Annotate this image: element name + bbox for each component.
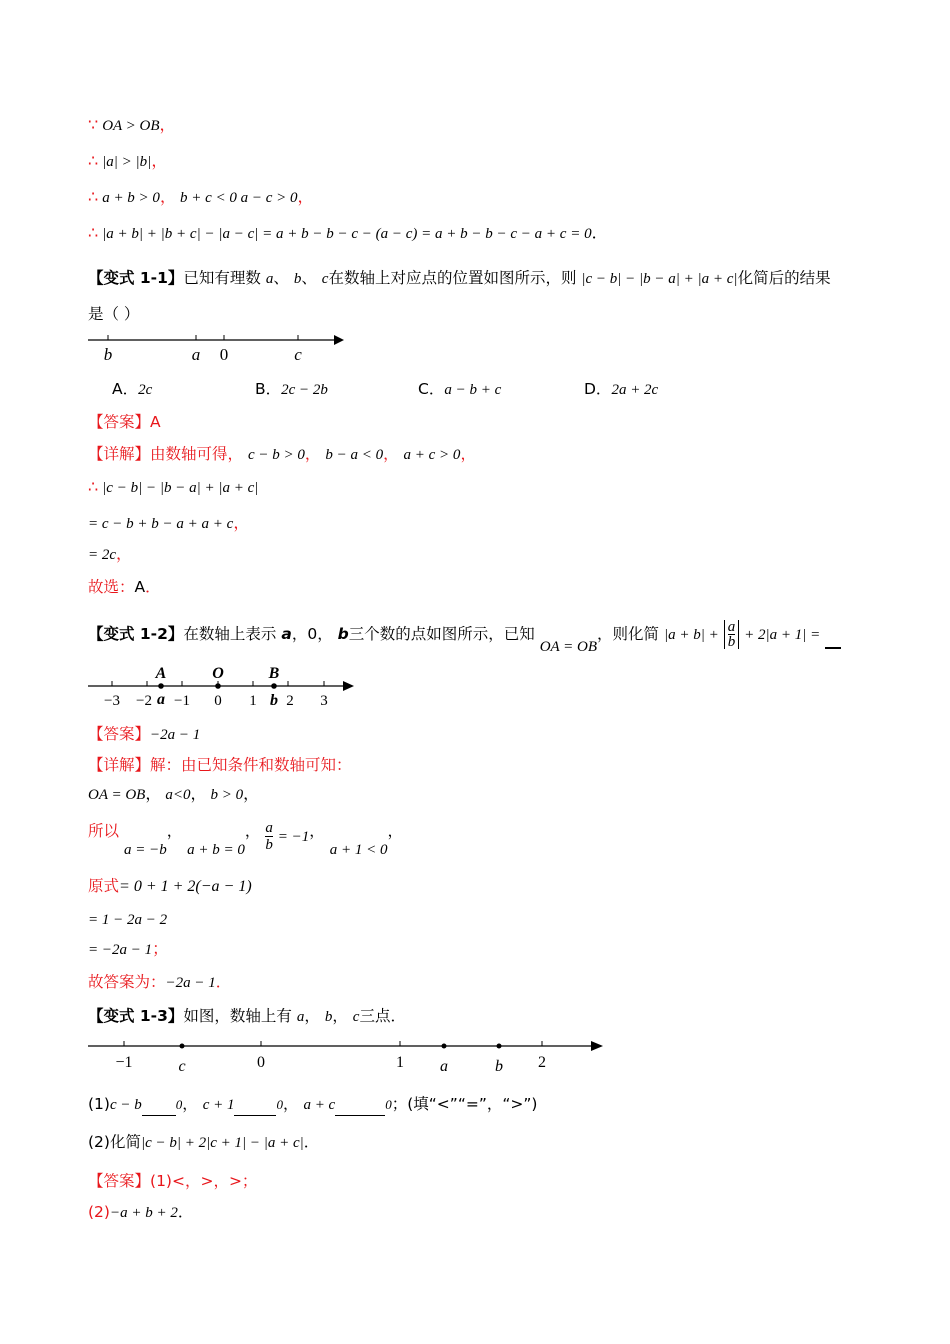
v13-number-line: [86, 1035, 611, 1075]
v11-answer: 【答案】A: [88, 413, 161, 431]
therefore-symbol: ∴: [88, 189, 99, 206]
variant-tag: 【变式 1-1】: [88, 269, 184, 287]
variant-tag: 【变式 1-3】: [88, 1007, 184, 1025]
axis-point-a: a: [157, 691, 165, 708]
math-expression: OA > OB: [102, 118, 160, 134]
axis-label-c: c: [294, 345, 302, 364]
therefore-symbol: ∴: [88, 153, 99, 170]
svg-text:1: 1: [396, 1054, 404, 1071]
proof-line-3: ∴ a + b > 0， b + c < 0 a − c > 0，: [88, 189, 314, 206]
v11-choice: 故选：A．: [88, 578, 161, 596]
therefore-symbol: ∴: [88, 225, 99, 242]
v12-step-2: = −2a − 1；: [88, 941, 169, 958]
label-A: A: [155, 665, 167, 682]
svg-text:a: a: [440, 1058, 448, 1075]
svg-text:b: b: [495, 1058, 503, 1075]
v11-number-line: [86, 330, 356, 366]
math-expression: |a| > |b|: [102, 154, 152, 170]
abs-fraction: $\frac{a}{b}$: [724, 620, 740, 649]
point-c-dot: [180, 1044, 185, 1049]
svg-text:−1: −1: [115, 1054, 133, 1071]
svg-text:−3: −3: [104, 693, 120, 709]
blank-2[interactable]: [234, 1099, 276, 1116]
v13-answer-1: 【答案】(1)<，>，>；: [88, 1172, 258, 1190]
option-c[interactable]: C．a − b + c: [418, 380, 502, 398]
point-a-dot: [442, 1044, 447, 1049]
v12-answer: 【答案】−2a − 1: [88, 725, 201, 743]
because-symbol: ∵: [88, 117, 99, 134]
proof-line-4: ∴ |a + b| + |b + c| − |a − c| = a + b − b − c − (a − c) = a + b − b − c − a + c = 0．: [88, 225, 608, 242]
answer-blank[interactable]: [825, 631, 841, 649]
fraction: $\frac{a}{b}$: [265, 820, 273, 853]
axis-label-0: 0: [219, 345, 229, 364]
axis-arrow: [334, 335, 344, 345]
v11-step-1: ∴ |c − b| − |b − a| + |a + c|: [88, 479, 259, 496]
svg-text:2: 2: [538, 1054, 546, 1071]
v11-detail: 【详解】由数轴可得， c − b > 0， b − a < 0， a + c > 0，: [88, 445, 476, 463]
option-b[interactable]: B．2c − 2b: [255, 380, 328, 398]
v12-so: 所以 a = −b， a + b = 0， $\frac{a}{b}$ = −1， a + 1 < 0，: [88, 820, 404, 858]
svg-text:0: 0: [257, 1054, 265, 1071]
variant-tag: 【变式 1-2】: [88, 625, 184, 643]
axis-label-a: a: [191, 345, 201, 364]
v13-question: 【变式 1-3】如图，数轴上有 a， b， c三点．: [88, 1007, 406, 1025]
proof-line-2: ∴ |a| > |b|，: [88, 153, 168, 170]
point-a-dot: [158, 683, 164, 689]
proof-line-1: ∵ OA > OB，: [88, 117, 176, 134]
svg-text:c: c: [178, 1058, 186, 1075]
axis-arrow: [591, 1041, 603, 1051]
v11-step-2: = c − b + b − a + a + c，: [88, 515, 250, 532]
v11-question-cont: 是（ ）: [88, 305, 140, 323]
v12-question: 【变式 1-2】在数轴上表示 a，0， b三个数的点如图所示，已知 OA = OB，则化简 |a + b| + $\frac{a}{b}$ + 2|a + 1| =: [88, 620, 841, 649]
label-O: O: [212, 665, 224, 682]
v13-answer-2: (2)−a + b + 2．: [88, 1203, 194, 1221]
v12-detail: 【详解】解：由已知条件和数轴可知：: [88, 756, 352, 774]
blank-1[interactable]: [142, 1099, 176, 1116]
math-expression: |c − b| − |b − a| + |a + c|: [581, 271, 738, 287]
label-B: B: [268, 665, 280, 682]
v12-conditions: OA = OB， a<0， b > 0，: [88, 786, 260, 803]
v11-question: 【变式 1-1】已知有理数 a、 b、 c在数轴上对应点的位置如图所示，则 |c − b| − |b − a| + |a + c|化简后的结果: [88, 269, 831, 287]
v11-step-3: = 2c，: [88, 546, 133, 563]
svg-text:0: 0: [214, 693, 222, 709]
point-b-dot: [497, 1044, 502, 1049]
v12-final: 故答案为：−2a − 1．: [88, 973, 232, 991]
point-o-dot: [215, 683, 221, 689]
blank-3[interactable]: [335, 1099, 385, 1116]
v12-number-line: [86, 662, 361, 712]
v12-step-1: = 1 − 2a − 2: [88, 912, 168, 928]
v12-orig: 原式= 0 + 1 + 2(−a − 1): [88, 877, 252, 895]
v13-part-2: (2)化简|c − b| + 2|c + 1| − |a + c|．: [88, 1133, 320, 1151]
svg-text:−1: −1: [174, 693, 190, 709]
svg-text:3: 3: [320, 693, 328, 709]
v13-part-1: (1)c − b 0， c + 1 0， a + c 0；(填“<”“=”，“>”): [88, 1093, 537, 1116]
svg-text:2: 2: [286, 693, 294, 709]
option-a[interactable]: A．2c: [112, 380, 153, 398]
axis-label-b: b: [103, 345, 113, 364]
option-d[interactable]: D．2a + 2c: [584, 380, 659, 398]
axis-point-b: b: [270, 692, 278, 709]
svg-text:1: 1: [249, 693, 257, 709]
svg-text:−2: −2: [136, 693, 152, 709]
point-b-dot: [271, 683, 277, 689]
axis-arrow: [343, 681, 354, 691]
